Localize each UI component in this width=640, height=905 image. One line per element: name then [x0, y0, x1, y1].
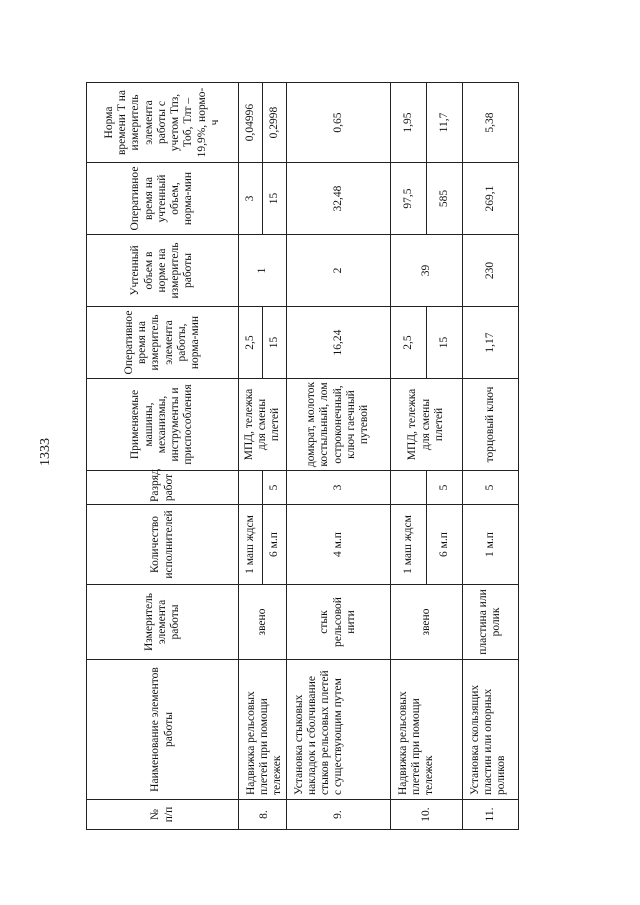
row-norm: 11,7: [426, 83, 462, 163]
row-op-time-total: 585: [426, 163, 462, 235]
row-grade: [239, 471, 263, 505]
table-row: [286, 83, 390, 830]
row-name: Надвижка рельсовых плетей при помощи тележек: [239, 660, 287, 800]
row-meter: звено: [390, 585, 462, 660]
rotated-table-container: [86, 83, 510, 830]
row-machines: торцовый ключ: [462, 379, 518, 471]
header-name: Наименование элементов работы: [87, 660, 239, 800]
row-num: 9.: [286, 800, 390, 830]
row-norm: 5,38: [462, 83, 518, 163]
row-meter: стык рельсовой нити: [286, 585, 390, 660]
row-grade: 5: [262, 471, 286, 505]
row-name: Надвижка рельсовых плетей при помощи тележек: [390, 660, 462, 800]
row-op-time-unit: 2,5: [239, 307, 263, 379]
row-grade: [390, 471, 426, 505]
header-meter: Измеритель элемента работы: [87, 585, 239, 660]
row-op-time-unit: 15: [426, 307, 462, 379]
header-machines: Применяемые машины, механизмы, инструменты и приспособления: [87, 379, 239, 471]
row-workers: 1 маш ждсм: [390, 505, 426, 585]
row-machines: МПД, тележка для смены плетей: [390, 379, 462, 471]
row-workers: 6 м.п: [262, 505, 286, 585]
table-header-row: [87, 83, 239, 830]
row-machines: МПД, тележка для смены плетей: [239, 379, 287, 471]
table-row: [462, 83, 518, 830]
row-volume: 39: [390, 235, 462, 307]
header-volume: Учтенный объем в норме на измеритель работы: [87, 235, 239, 307]
header-norm: Норма времени Т на измеритель элемента работы с учетом Тпз, Тоб, Тлт – 19,9%, нормо-ч: [87, 83, 239, 163]
header-op-time-unit: Оперативное время на измеритель элемента работы, норма-мин: [87, 307, 239, 379]
row-grade: 5: [462, 471, 518, 505]
row-workers: 1 маш ждсм: [239, 505, 263, 585]
row-op-time-total: 32,48: [286, 163, 390, 235]
page-number: 1333: [38, 438, 53, 466]
row-num: 11.: [462, 800, 518, 830]
row-norm: 0,2998: [262, 83, 286, 163]
row-op-time-total: 3: [239, 163, 263, 235]
row-name: Установка стыковых накладок и сболчивание стыков рельсовых плетей с существующим путем: [286, 660, 390, 800]
row-op-time-total: 97,5: [390, 163, 426, 235]
row-num: 10.: [390, 800, 462, 830]
row-grade: 3: [286, 471, 390, 505]
row-num: 8.: [239, 800, 287, 830]
row-norm: 0,04996: [239, 83, 263, 163]
row-op-time-unit: 1,17: [462, 307, 518, 379]
norms-table: [86, 82, 519, 830]
row-grade: 5: [426, 471, 462, 505]
row-op-time-unit: 2,5: [390, 307, 426, 379]
row-op-time-unit: 15: [262, 307, 286, 379]
header-op-time-total: Оперативное время на учтенный объем, норма-мин: [87, 163, 239, 235]
row-workers: 4 м.п: [286, 505, 390, 585]
row-name: Установка скользящих пластин или опорных роликов: [462, 660, 518, 800]
header-num: № п/п: [87, 800, 239, 830]
table-row: [390, 83, 426, 830]
header-workers: Количество исполнителей: [87, 505, 239, 585]
row-volume: 2: [286, 235, 390, 307]
row-volume: 1: [239, 235, 287, 307]
row-workers: 1 м.п: [462, 505, 518, 585]
row-op-time-total: 269,1: [462, 163, 518, 235]
landscape-table-frame: [86, 83, 510, 830]
table-row: [239, 83, 263, 830]
row-op-time-unit: 16,24: [286, 307, 390, 379]
row-op-time-total: 15: [262, 163, 286, 235]
row-volume: 230: [462, 235, 518, 307]
row-norm: 0,65: [286, 83, 390, 163]
row-meter: звено: [239, 585, 287, 660]
header-grade: Разряд работ: [87, 471, 239, 505]
row-workers: 6 м.п: [426, 505, 462, 585]
row-machines: домкрат, молоток костыльный, лом остроконечный, ключ гаечный путевой: [286, 379, 390, 471]
row-meter: пластина или ролик: [462, 585, 518, 660]
row-norm: 1,95: [390, 83, 426, 163]
